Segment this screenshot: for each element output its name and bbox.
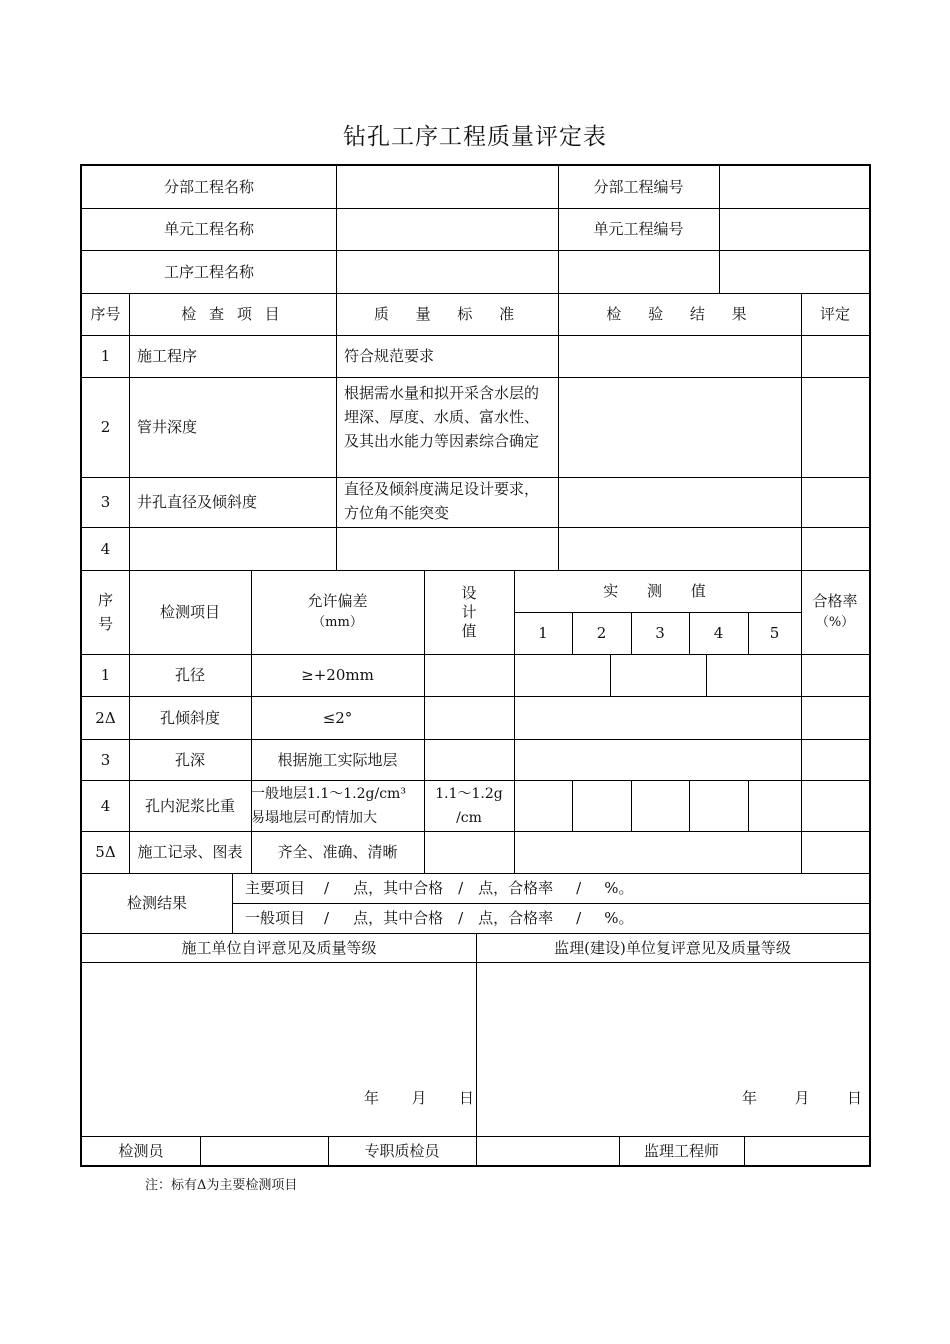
inspection-row-item[interactable]: [129, 527, 336, 570]
inspection-row-rating[interactable]: [801, 377, 869, 477]
evaluation-form: [80, 164, 871, 1167]
design-line-1: 1.1～1.2g: [435, 785, 503, 802]
result-label: 检测结果: [126, 894, 187, 912]
supervisor-signature-field[interactable]: [744, 1136, 869, 1165]
measurement-col-pass: [801, 570, 869, 654]
measurement-row-item: 孔倾斜度: [159, 708, 220, 727]
inspection-row-item: 施工程序: [137, 347, 198, 365]
contractor-date: 年 月 日: [364, 1089, 474, 1107]
result-general-line: 一般项目 / 点，其中合格 / 点，合格率 / %。: [245, 909, 634, 927]
inspection-row-item: 井孔直径及倾斜度: [137, 493, 258, 511]
inspection-row-no: 2: [100, 418, 111, 436]
supervisor-label: 监理工程师: [643, 1141, 719, 1160]
inspection-col-rating: 评定: [819, 305, 850, 323]
measurement-col-design: 设计值: [461, 583, 477, 640]
measurement-row-item: 孔深: [174, 750, 205, 769]
measurement-col-no: 序号: [97, 591, 113, 633]
inspection-row-rating[interactable]: [801, 335, 869, 377]
measurement-row-item: 施工记录、图表: [137, 843, 243, 861]
measurement-row-item: 孔内泥浆比重: [144, 796, 235, 815]
design-line-2: /cm: [456, 809, 482, 826]
measurement-row-no: 3: [100, 750, 111, 769]
measurement-row-no: 4: [100, 796, 111, 815]
inspection-row-result[interactable]: [558, 335, 801, 377]
danyuan-no-field[interactable]: [719, 208, 869, 250]
fenbu-name-field[interactable]: [336, 166, 558, 208]
contractor-opinion-title: 施工单位自评意见及质量等级: [181, 938, 377, 957]
inspection-col-item: 检 查 项 目: [181, 305, 284, 323]
gongxu-name-label: 工序工程名称: [163, 262, 254, 281]
danyuan-name-label: 单元工程名称: [163, 220, 254, 238]
tolerance-line-1: 一般地层1.1～1.2g/cm³: [251, 785, 406, 802]
measure-num: 2: [596, 624, 607, 642]
measurement-col-pass-unit: （%）: [815, 615, 855, 630]
inspection-row-no: 1: [100, 347, 111, 365]
measurement-col-tolerance: [251, 570, 424, 654]
fenbu-name-label: 分部工程名称: [163, 178, 254, 196]
inspection-row-no: 3: [100, 493, 111, 511]
measurement-col-pass-label: 合格率: [812, 592, 858, 610]
inspection-row-standard[interactable]: [336, 527, 558, 570]
measurement-row-tolerance: 齐全、准确、清晰: [277, 843, 398, 861]
fenbu-no-label: 分部工程编号: [593, 178, 684, 196]
measurement-row-no: 5Δ: [95, 843, 116, 861]
measurement-col-item: 检测项目: [159, 603, 220, 621]
measure-num: 3: [655, 624, 665, 642]
fenbu-no-field[interactable]: [719, 166, 869, 208]
danyuan-name-field[interactable]: [336, 208, 558, 250]
inspection-row-item: 管井深度: [137, 418, 198, 436]
measurement-row-no: 2Δ: [95, 708, 116, 727]
measurement-row-design: [424, 780, 514, 831]
measurement-col-tol-unit: （mm）: [312, 615, 363, 630]
inspection-col-no: 序号: [90, 305, 121, 323]
measurement-row-no: 1: [100, 666, 111, 684]
supervisor-date: 年 月 日: [742, 1089, 862, 1107]
measurement-row-item: 孔径: [174, 666, 205, 684]
inspection-row-rating[interactable]: [801, 477, 869, 527]
danyuan-no-label: 单元工程编号: [593, 220, 684, 238]
inspection-row-result[interactable]: [558, 477, 801, 527]
measure-num: 4: [713, 624, 724, 642]
measure-num: 5: [769, 624, 780, 642]
result-main-line: 主要项目 / 点，其中合格 / 点，合格率 / %。: [245, 879, 634, 897]
inspector-label: 检测员: [118, 1141, 164, 1160]
inspection-row-result[interactable]: [558, 527, 801, 570]
measurement-col-measured: 实 测 值: [603, 582, 712, 600]
measure-num: 1: [538, 624, 548, 642]
tolerance-line-2: 易塌地层可酌情加大: [251, 809, 377, 826]
inspection-row-no: 4: [100, 539, 111, 558]
supervisor-opinion-title: 监理(建设)单位复评意见及质量等级: [554, 938, 791, 957]
inspection-row-standard: 符合规范要求: [344, 347, 435, 365]
measurement-row-tolerance: 根据施工实际地层: [277, 750, 398, 769]
measurement-col-tol-label: 允许偏差: [307, 592, 368, 610]
inspection-col-standard: 质 量 标 准: [373, 305, 521, 323]
gongxu-name-field[interactable]: [336, 250, 558, 293]
inspector-signature-field[interactable]: [200, 1136, 328, 1165]
inspection-row-rating[interactable]: [801, 527, 869, 570]
inspection-row-standard: 直径及倾斜度满足设计要求，方位角不能突变: [344, 480, 540, 522]
qc-label: 专职质检员: [364, 1141, 440, 1160]
inspection-row-standard: 根据需水量和拟开采含水层的埋深、厚度、水质、富水性、及其出水能力等因素综合确定: [344, 384, 540, 450]
measurement-row-tolerance: ≥+20mm: [301, 666, 374, 684]
inspection-row-result[interactable]: [558, 377, 801, 477]
inspection-col-result: 检 验 结 果: [606, 305, 753, 323]
footnote: 注：标有Δ为主要检测项目: [145, 1178, 298, 1193]
measurement-row-tolerance: [251, 780, 424, 831]
measurement-row-tolerance: ≤2°: [322, 708, 353, 727]
qc-signature-field[interactable]: [476, 1136, 619, 1165]
page-title: 钻孔工序工程质量评定表: [343, 124, 607, 150]
